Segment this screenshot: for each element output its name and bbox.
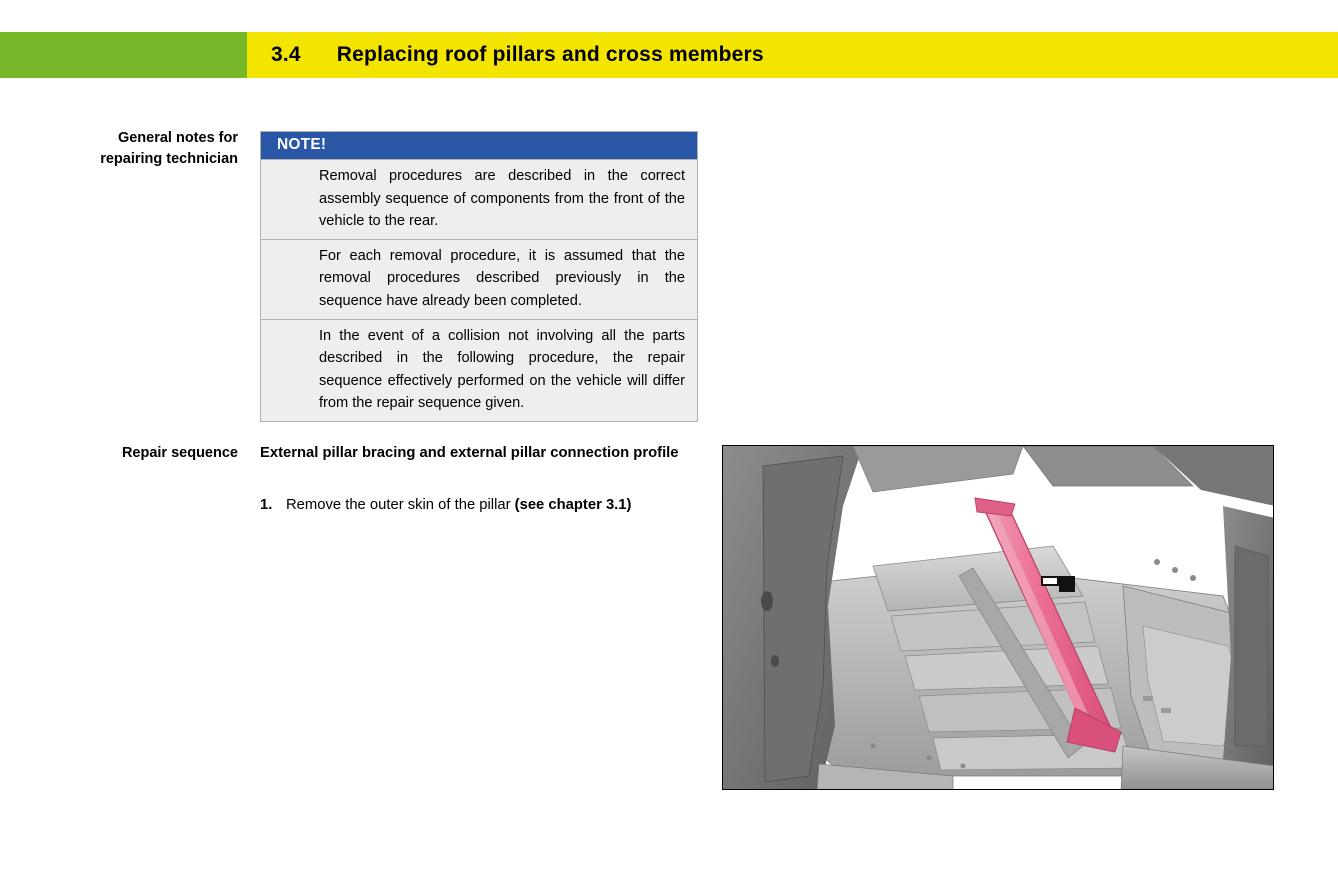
note-box-header: NOTE! (261, 132, 697, 159)
figure-illustration (723, 446, 1274, 790)
header-green-block (0, 32, 247, 78)
list-item (260, 495, 705, 516)
margin-label-general-notes-line2: repairing technician (100, 150, 238, 167)
margin-label-repair-sequence: Repair sequence (121, 445, 238, 461)
list-item-emphasis: (see chapter 3.1) (514, 497, 632, 513)
list-item-text: Remove the outer skin of the pillar (286, 497, 515, 513)
list-item-body (286, 495, 705, 516)
note-row-text: For each removal procedure, it is assumed that the removal procedures described previously in the sequence have already been completed. (319, 247, 685, 310)
list-item-number: 1. (260, 497, 273, 513)
header-yellow-block (247, 32, 1338, 78)
note-callout-box (260, 131, 698, 422)
note-row (261, 159, 697, 239)
note-row-text: Removal procedures are described in the correct assembly sequence of components from the front of the vehicle to the rear. (319, 168, 685, 230)
margin-label-general-notes-line1: General notes for (117, 130, 238, 146)
note-row-text: In the event of a collision not involving all the parts described in the following procedure, the repair sequence effectively performed on the vehicle will differ from the repair sequence given. (319, 327, 685, 412)
page-title: Replacing roof pillars and cross members (336, 43, 764, 66)
figure-body-shell-pillar-bracing (722, 445, 1274, 790)
section-number: 3.4 (271, 43, 301, 66)
repair-sequence-heading: External pillar bracing and external pillar connection profile (260, 445, 679, 461)
section-header-bar (0, 32, 1338, 78)
margin-label-general-notes (38, 128, 238, 169)
note-row (261, 239, 697, 319)
note-row (261, 319, 697, 421)
